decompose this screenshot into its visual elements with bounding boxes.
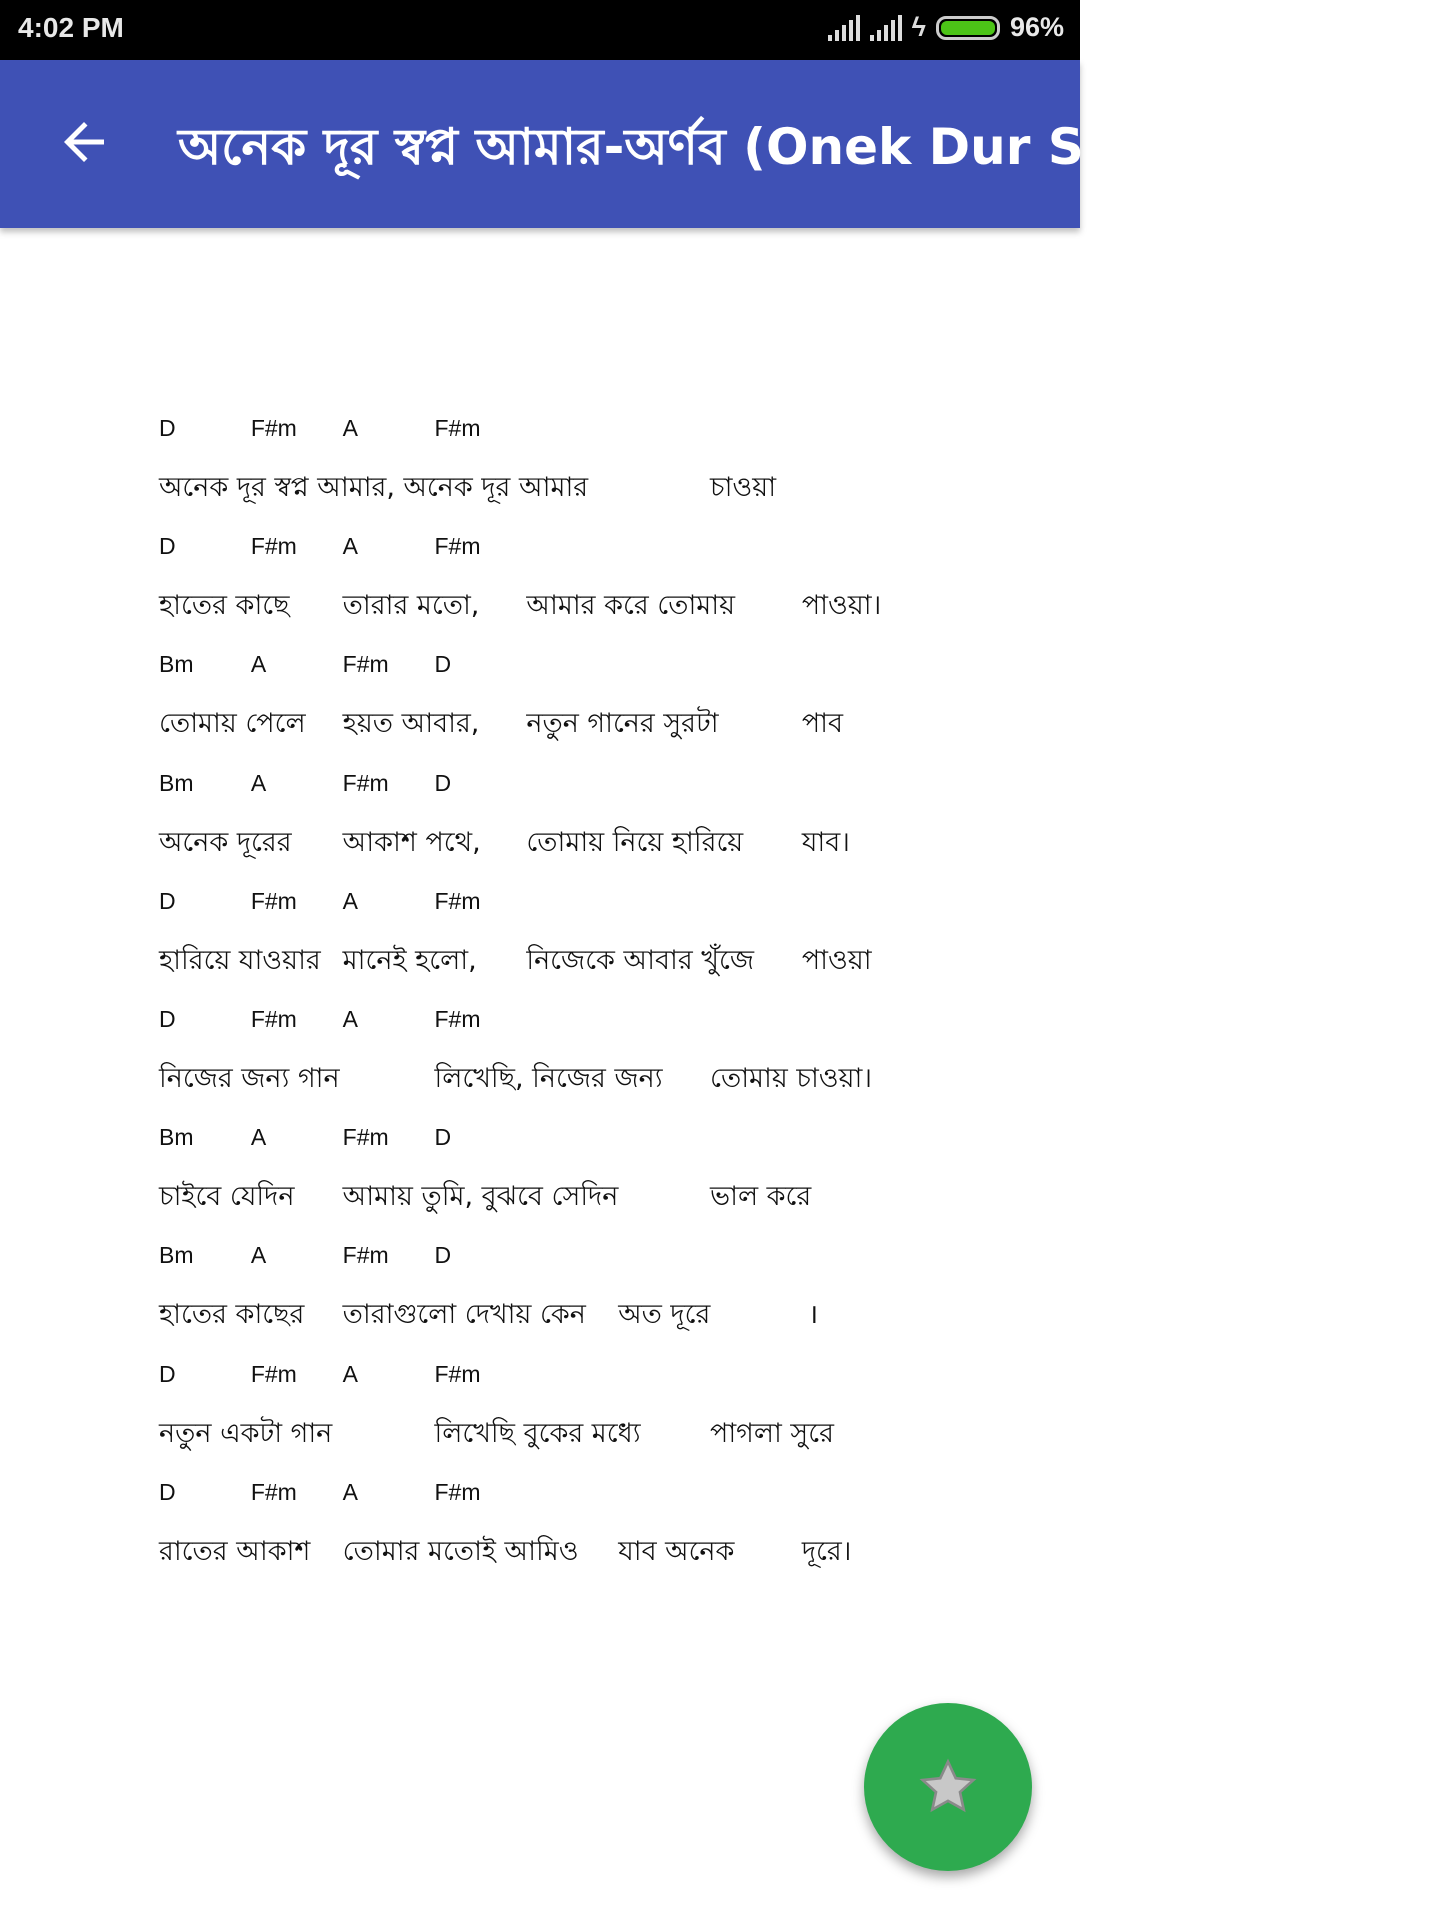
lyric-segment: পাগলা সুরে [710, 1417, 834, 1449]
chord: A [342, 1360, 359, 1387]
chord: F#m [250, 1360, 297, 1387]
lyric-row [159, 585, 1059, 625]
lyric-segment: ভাল করে [710, 1181, 812, 1213]
lyric-row [159, 467, 1059, 507]
chord: D [159, 415, 176, 441]
chord: F#m [434, 887, 481, 914]
lyric-segment: তোমার মতোই আমিও [342, 1535, 579, 1567]
battery-percent: 96% [1009, 12, 1064, 42]
chord: F#m [342, 769, 389, 796]
lyric-segment: তোমায় চাওয়া। [710, 1063, 873, 1094]
lyric-segment: তারাগুলো দেখায় কেন [342, 1299, 586, 1331]
chord: F#m [434, 1006, 481, 1032]
lyric-segment: তারার মতো, [342, 590, 480, 622]
lyric-row [159, 1413, 1059, 1453]
chord: A [250, 1242, 267, 1269]
chord: D [159, 887, 176, 914]
status-bar [0, 0, 1080, 60]
lyric-segment: লিখেছি, নিজের জন্য [434, 1063, 663, 1094]
lyric-row [159, 940, 1059, 980]
chord: F#m [250, 1478, 297, 1505]
star-icon [916, 1755, 980, 1819]
lyric-row [159, 1058, 1059, 1098]
chord: F#m [250, 533, 297, 560]
lyric-segment: হাতের কাছে [159, 590, 290, 622]
chord-row [159, 651, 1059, 691]
lyric-segment: পাব [801, 708, 844, 740]
chord: F#m [434, 1478, 481, 1505]
chord: A [342, 1478, 359, 1505]
lyric-segment: রাতের আকাশ [159, 1535, 311, 1567]
chord-row [159, 1242, 1059, 1282]
chord: A [342, 1006, 359, 1032]
chord: F#m [434, 533, 481, 560]
chord-row [159, 1006, 1059, 1046]
chord: Bm [159, 1242, 194, 1269]
lyric-segment: নিজের জন্য গান [159, 1063, 340, 1094]
chord-row [159, 533, 1059, 573]
lyric-segment: হয়ত আবার, [342, 708, 480, 740]
lyric-segment: তোমায় পেলে [159, 708, 306, 740]
page-title: অনেক দূর স্বপ্ন আমার-অর্ণব (Onek Dur Shopno Amar) [178, 118, 1449, 176]
chord-row [159, 888, 1059, 928]
chord: Bm [159, 1124, 194, 1151]
lyric-segment: অনেক দূর স্বপ্ন আমার, অনেক দূর আমার [159, 472, 589, 503]
lyric-segment: চাওয়া [710, 472, 777, 503]
lyric-segment: অনেক দূরের [159, 826, 292, 858]
chord: A [342, 415, 359, 441]
app-bar [0, 60, 1449, 228]
chord: D [434, 651, 452, 678]
chord-row [159, 415, 1059, 455]
lyric-segment: দূরে। [801, 1535, 852, 1567]
chord: D [434, 1242, 452, 1269]
chord: D [159, 1360, 176, 1387]
signal-icon [828, 15, 860, 41]
chord: F#m [342, 1242, 389, 1269]
chord: F#m [342, 651, 389, 678]
lyric-row [159, 822, 1059, 862]
back-button[interactable] [54, 112, 114, 172]
chord: A [250, 1124, 267, 1151]
lyric-segment: নিজেকে আবার খুঁজে [526, 944, 755, 976]
arrow-left-icon [54, 112, 114, 172]
lyric-segment: চাইবে যেদিন [159, 1181, 295, 1213]
lyric-segment: হাতের কাছের [159, 1299, 305, 1331]
lyric-segment: তোমায় নিয়ে হারিয়ে [526, 826, 744, 858]
lyric-segment: পাওয়া। [801, 590, 882, 622]
lyric-segment: নতুন গানের সুরটা [526, 708, 719, 740]
charging-icon: ϟ [911, 12, 926, 42]
lyric-segment: পাওয়া [801, 944, 872, 976]
chord: D [159, 1006, 176, 1032]
chord: D [434, 769, 452, 796]
chord-row [159, 1479, 1059, 1519]
lyric-segment: আকাশ পথে, [342, 826, 481, 858]
chord: Bm [159, 769, 194, 796]
lyric-segment: আমার করে তোমায় [526, 590, 736, 622]
chord: F#m [250, 887, 297, 914]
lyric-segment: । [807, 1299, 819, 1331]
lyric-segment: হারিয়ে যাওয়ার [159, 944, 321, 976]
lyric-segment: অত দূরে [618, 1299, 711, 1331]
lyric-row [159, 1531, 1059, 1571]
lyric-segment: যাব। [801, 826, 850, 858]
lyric-segment: মানেই হলো, [342, 944, 477, 976]
chord: D [434, 1124, 452, 1151]
battery-icon [936, 16, 1000, 40]
chord-row [159, 1124, 1059, 1164]
chord: F#m [250, 415, 297, 441]
chord: A [250, 651, 267, 678]
status-time: 4:02 PM [18, 12, 124, 43]
lyric-segment: যাব অনেক [618, 1535, 735, 1567]
lyric-row [159, 1294, 1059, 1334]
lyric-segment: আমায় তুমি, বুঝবে সেদিন [342, 1181, 619, 1213]
chord: F#m [250, 1006, 297, 1032]
chord: F#m [434, 1360, 481, 1387]
lyric-segment: নতুন একটা গান [159, 1417, 333, 1449]
lyric-row [159, 1176, 1059, 1216]
chord: D [159, 1478, 176, 1505]
lyric-segment: লিখেছি বুকের মধ্যে [434, 1417, 641, 1449]
chord: A [342, 533, 359, 560]
chord: F#m [342, 1124, 389, 1151]
chord: A [342, 887, 359, 914]
signal-icon [870, 15, 902, 41]
chord-row [159, 1361, 1059, 1401]
chord: Bm [159, 651, 194, 678]
chord: F#m [434, 415, 481, 441]
chord: A [250, 769, 267, 796]
favorite-button[interactable] [864, 1703, 1032, 1871]
lyric-row [159, 703, 1059, 743]
chord: D [159, 533, 176, 560]
chord-row [159, 770, 1059, 810]
